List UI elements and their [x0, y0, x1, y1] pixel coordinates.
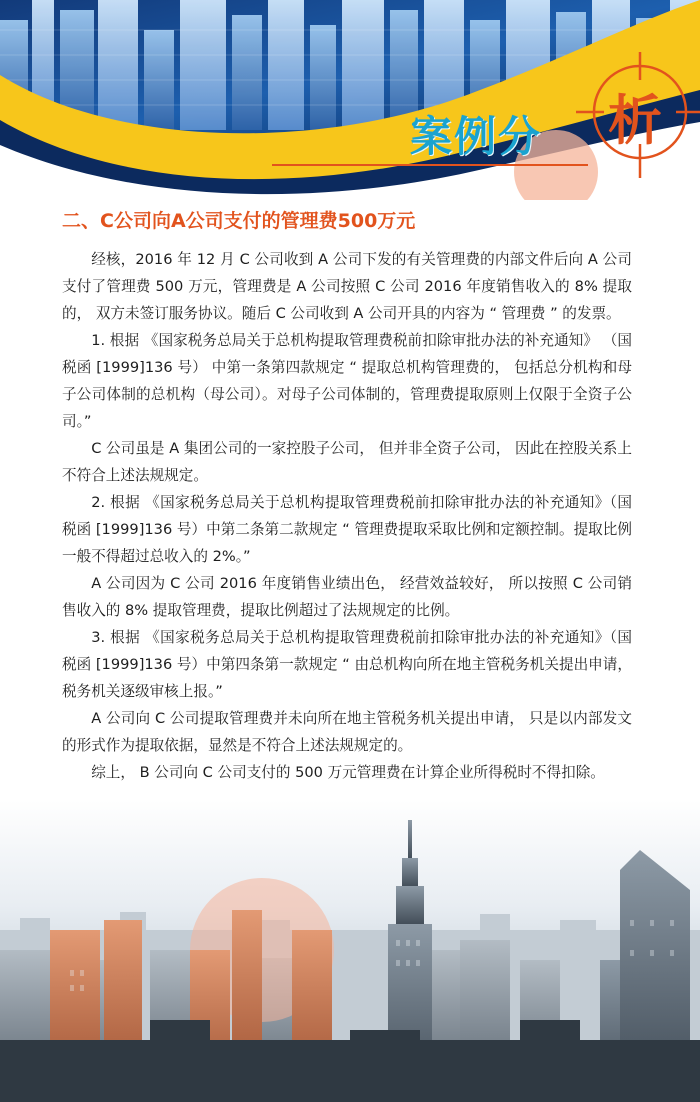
header-banner — [0, 0, 700, 200]
paragraph-point-3: 3. 根据 《国家税务总局关于总机构提取管理费税前扣除审批办法的补充通知》（国税函 [1999]136 号）中第四条第一款规定 “ 由总机构向所在地主管税务机关提出申请，税务机关逐级审核上报。” — [62, 629, 632, 700]
footer-artwork — [0, 800, 700, 1102]
article-body — [62, 246, 632, 786]
banner-title: 案例分 — [410, 112, 543, 161]
paragraph-point-3-analysis: A 公司向 C 公司提取管理费并未向所在地主管税务机关提出申请， 只是以内部发文的形式作为提取依据，显然是不符合上述法规规定的。 — [62, 710, 632, 754]
paragraph-point-1-analysis: C 公司虽是 A 集团公司的一家控股子公司， 但并非全资子公司， 因此在控股关系上不符合上述法规规定。 — [62, 440, 632, 484]
banner-title-highlight-char: 析 — [608, 89, 662, 152]
paragraph-conclusion: 综上， B 公司向 C 公司支付的 500 万元管理费在计算企业所得税时不得扣除。 — [91, 764, 605, 781]
paragraph-point-2-analysis: A 公司因为 C 公司 2016 年度销售业绩出色， 经营效益较好， 所以按照 C 公司销售收入的 8% 提取管理费，提取比例超过了法规规定的比例。 — [62, 575, 632, 619]
section-heading: 二、C公司向A公司支付的管理费500万元 — [62, 210, 416, 232]
paragraph-point-2: 2. 根据 《国家税务总局关于总机构提取管理费税前扣除审批办法的补充通知》（国税函 [1999]136 号）中第二条第二款规定 “ 管理费提取采取比例和定额控制。提取比例一般不得超过总收入的 2%。” — [62, 494, 632, 565]
paragraph-point-1: 1. 根据 《国家税务总局关于总机构提取管理费税前扣除审批办法的补充通知》 （国税函 [1999]136 号） 中第一条第四款规定 “ 提取总机构管理费的， 包括总分机构和母子公司体制的总机构（母公司）。对母子公司体制的，管理费提取原则上仅限于全资子公司。” — [62, 332, 632, 430]
footer-cityscape — [0, 800, 700, 1102]
banner-artwork — [0, 0, 700, 200]
paragraph-intro: 经核，2016 年 12 月 C 公司收到 A 公司下发的有关管理费的内部文件后向 A 公司支付了管理费 500 万元，管理费是 A 公司按照 C 公司 2016 年度销售收入的 8% 提取的， 双方未签订服务协议。随后 C 公司收到 A 公司开具的内容为 “ 管理费 ” 的发票。 — [62, 251, 632, 322]
